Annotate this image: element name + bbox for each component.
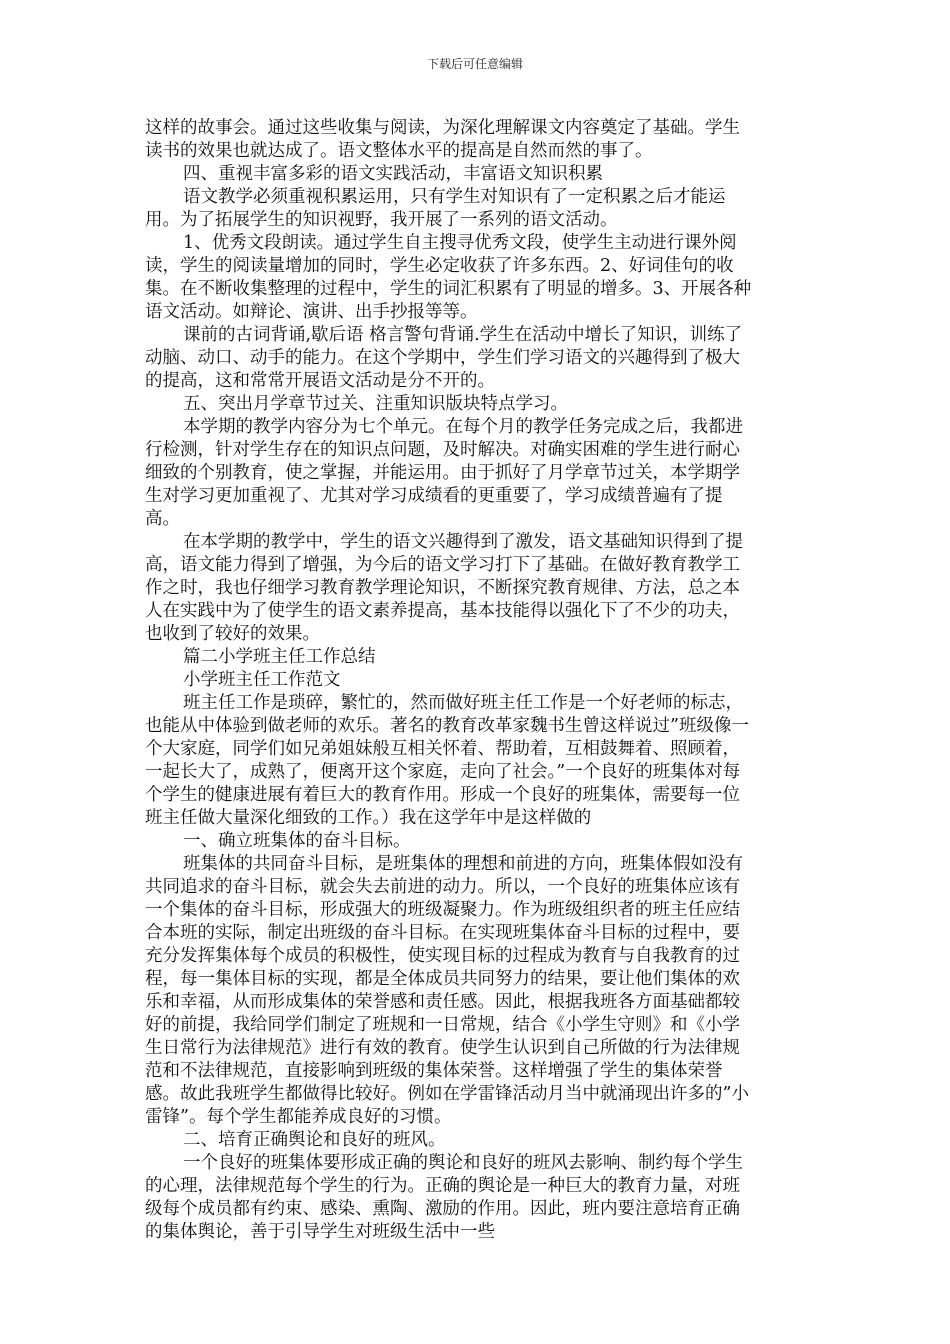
text-line: 一起长大了，成熟了，便离开这个家庭，走向了社会。”一个良好的班集体对每 <box>145 762 741 782</box>
page-header: 下载后可任意编辑 <box>426 57 523 71</box>
text-line: 1、优秀文段朗读。通过学生自主搜寻优秀文段，使学生主动进行课外阅 <box>183 233 737 253</box>
text-line: 动脑、动口、动手的能力。在这个学期中，学生们学习语文的兴趣得到了极大 <box>145 348 740 368</box>
text-line: 行检测，针对学生存在的知识点问题，及时解决。对确实困难的学生进行耐心 <box>145 440 740 460</box>
text-line: 级每个成员都有约束、感染、熏陶、激励的作用。因此，班内要注意培育正确 <box>145 1199 740 1219</box>
text-line: 生对学习更加重视了、尤其对学习成绩看的更重要了，学习成绩普遍有了提 <box>145 486 723 506</box>
text-line: 也收到了较好的效果。 <box>145 624 320 644</box>
text-line: 合本班的实际，制定出班级的奋斗目标。在实现班集体奋斗目标的过程中，要 <box>145 923 740 943</box>
text-line: 细致的个别教育，使之掌握，并能运用。由于抓好了月学章节过关，本学期学 <box>145 463 740 483</box>
text-line: 这样的故事会。通过这些收集与阅读，为深化理解课文内容奠定了基础。学生 <box>145 118 740 138</box>
text-line: 读，学生的阅读量增加的同时，学生必定收获了许多东西。2、好词佳句的收 <box>145 256 734 276</box>
text-line: 雷锋”。每个学生都能养成良好的习惯。 <box>145 1107 452 1127</box>
text-line: 本学期的教学内容分为七个单元。在每个月的教学任务完成之后，我都进 <box>183 417 743 437</box>
text-line: 的心理，法律规范每个学生的行为。正确的舆论是一种巨大的教育力量，对班 <box>145 1176 740 1196</box>
text-line: 四、重视丰富多彩的语文实践活动，丰富语文知识积累 <box>183 164 603 184</box>
text-line: 个大家庭，同学们如兄弟姐妹般互相关怀着、帮助着，互相鼓舞着、照顾着， <box>145 739 740 759</box>
text-line: 程，每一集体目标的实现，都是全体成员共同努力的结果，要让他们集体的欢 <box>145 969 740 989</box>
text-line: 一个集体的奋斗目标，形成强大的班级凝聚力。作为班级组织者的班主任应结 <box>145 900 740 920</box>
text-line: 作之时，我也仔细学习教育教学理论知识，不断探究教育规律、方法，总之本 <box>145 578 740 598</box>
text-line: 高。 <box>145 509 180 529</box>
text-line: 班主任做大量深化细致的工作。）我在这学年中是这样做的 <box>145 808 592 828</box>
text-line: 五、突出月学章节过关、注重知识版块特点学习。 <box>183 394 568 414</box>
text-line: 班主任工作是琐碎，繁忙的，然而做好班主任工作是一个好老师的标志， <box>183 693 743 713</box>
text-line: 语文教学必须重视积累运用，只有学生对知识有了一定积累之后才能运 <box>183 187 726 207</box>
text-line: 读书的效果也就达成了。语文整体水平的提高是自然而然的事了。 <box>145 141 653 161</box>
text-line: 的集体舆论，善于引导学生对班级生活中一些 <box>145 1222 495 1242</box>
text-line: 二、培育正确舆论和良好的班风。 <box>183 1130 446 1150</box>
text-line: 充分发挥集体每个成员的积极性，使实现目标的过程成为教育与自我教育的过 <box>145 946 740 966</box>
document-body <box>145 117 807 1244</box>
text-line: 一、确立班集体的奋斗目标。 <box>183 831 411 851</box>
text-line: 共同追求的奋斗目标，就会失去前进的动力。所以，一个良好的班集体应该有 <box>145 877 740 897</box>
text-line: 一个良好的班集体要形成正确的舆论和良好的班风去影响、制约每个学生 <box>183 1153 743 1173</box>
text-line: 用。为了拓展学生的知识视野，我开展了一系列的语文活动。 <box>145 210 618 230</box>
text-line: 个学生的健康进展有着巨大的教育作用。形成一个良好的班集体，需要每一位 <box>145 785 740 805</box>
text-line: 人在实践中为了使学生的语文素养提高，基本技能得以强化下了不少的功夫， <box>145 601 740 621</box>
text-line: 生日常行为法律规范》进行有效的教育。使学生认识到自己所做的行为法律规 <box>145 1038 740 1058</box>
text-line: 班集体的共同奋斗目标，是班集体的理想和前进的方向，班集体假如没有 <box>183 854 743 874</box>
text-line: 乐和幸福，从而形成集体的荣誉感和责任感。因此，根据我班各方面基础都较 <box>145 992 740 1012</box>
text-line: 课前的古词背诵,歇后语 格言警句背诵.学生在活动中增长了知识，训练了 <box>183 325 743 345</box>
text-line: 集。在不断收集整理的过程中，学生的词汇积累有了明显的增多。3、开展各种 <box>145 279 752 299</box>
text-line: 感。故此我班学生都做得比较好。例如在学雷锋活动月当中就涌现出许多的”小 <box>145 1084 749 1104</box>
text-line: 语文活动。如辩论、演讲、出手抄报等等。 <box>145 302 478 322</box>
text-line: 在本学期的教学中，学生的语文兴趣得到了激发，语文基础知识得到了提 <box>183 532 743 552</box>
text-line: 小学班主任工作范文 <box>183 670 341 690</box>
text-line: 篇二小学班主任工作总结 <box>183 647 376 667</box>
text-line: 高，语文能力得到了增强，为今后的语文学习打下了基础。在做好教育教学工 <box>145 555 740 575</box>
text-line: 也能从中体验到做老师的欢乐。著名的教育改革家魏书生曾这样说过”班级像一 <box>145 716 749 736</box>
text-line: 范和不法律规范，直接影响到班级的集体荣誉。这样增强了学生的集体荣誉 <box>145 1061 723 1081</box>
text-line: 的提高，这和常常开展语文活动是分不开的。 <box>145 371 495 391</box>
text-line: 好的前提，我给同学们制定了班规和一日常规，结合《小学生守则》和《小学 <box>145 1015 740 1035</box>
